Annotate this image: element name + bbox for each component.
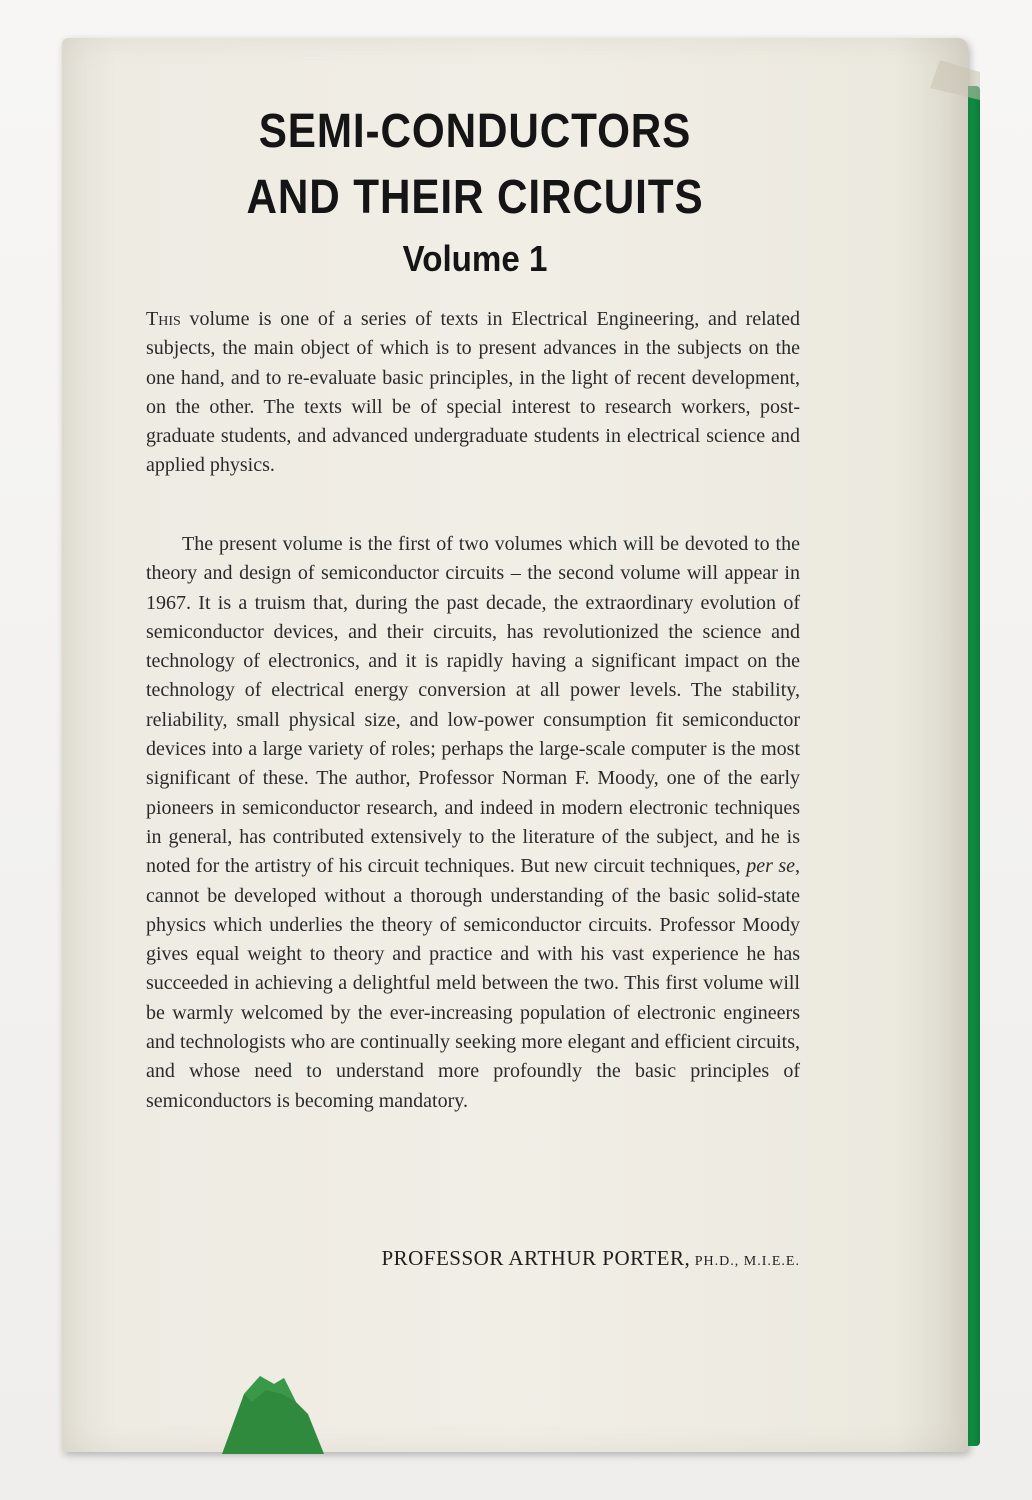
paragraph-2-italic: per se xyxy=(746,855,795,878)
paragraph-2-text-a: The present volume is the first of two volumes which will be devoted to the theory and design of semiconductor circuits – the second volume will appear in 1967. It is a truism that, during the past decade, the extraordinary evolution of semiconductor devices, and their circuits, has revolutionized the science and technology of electronics, and it is rapidly having a significant impact on the technology of electrical energy conversion at all power levels. The stability, reliability, small physical size, and low-power consumption fit semiconductor devices into a large variety of roles; perhaps the large-scale computer is the most significant of these. The author, Professor Norman F. Moody, one of the early pioneers in semiconductor research, and indeed in modern electronic techniques in general, has contributed extensively to the literature of the subject, and he is noted for the artistry of his circuit techniques. But new circuit techniques, xyxy=(146,533,800,878)
paragraph-1-text: volume is one of a series of texts in Electrical Engineering, and related subjects, the main object of which is to present advances in the subjects on the one hand, and to re-evaluate basic principles, in the light of recent development, on the other. The texts will be of special interest to research workers, post-graduate students, and advanced undergraduate students in electrical science and applied physics. xyxy=(146,308,800,477)
blurb-paragraph-2 xyxy=(146,530,800,1116)
signature-name: PROFESSOR ARTHUR PORTER, xyxy=(381,1246,691,1270)
blurb-paragraph-1 xyxy=(146,305,800,481)
signature-credentials: PH.D., M.I.E.E. xyxy=(690,1254,800,1269)
paragraph-2-text-b: , cannot be developed without a thorough understanding of the basic solid-state physics which underlies the theory of semiconductor circuits. Professor Moody gives equal weight to theory and practice and with his vast experience he has succeeded in achieving a delightful meld between the two. This first volume will be warmly welcomed by the ever-increasing population of electronic engineers and technologists who are continually seeking more elegant and efficient circuits, and whose need to understand more profoundly the basic principles of semiconductors is becoming mandatory. xyxy=(146,855,800,1112)
volume-label: Volume 1 xyxy=(402,238,548,279)
book-title-line1: SEMI-CONDUCTORS xyxy=(258,105,692,158)
author-signature xyxy=(146,1246,800,1271)
torn-jacket-patch xyxy=(222,1374,324,1454)
paragraph-lead-word: This xyxy=(146,308,181,330)
book-title-line2: AND THEIR CIRCUITS xyxy=(246,171,704,224)
